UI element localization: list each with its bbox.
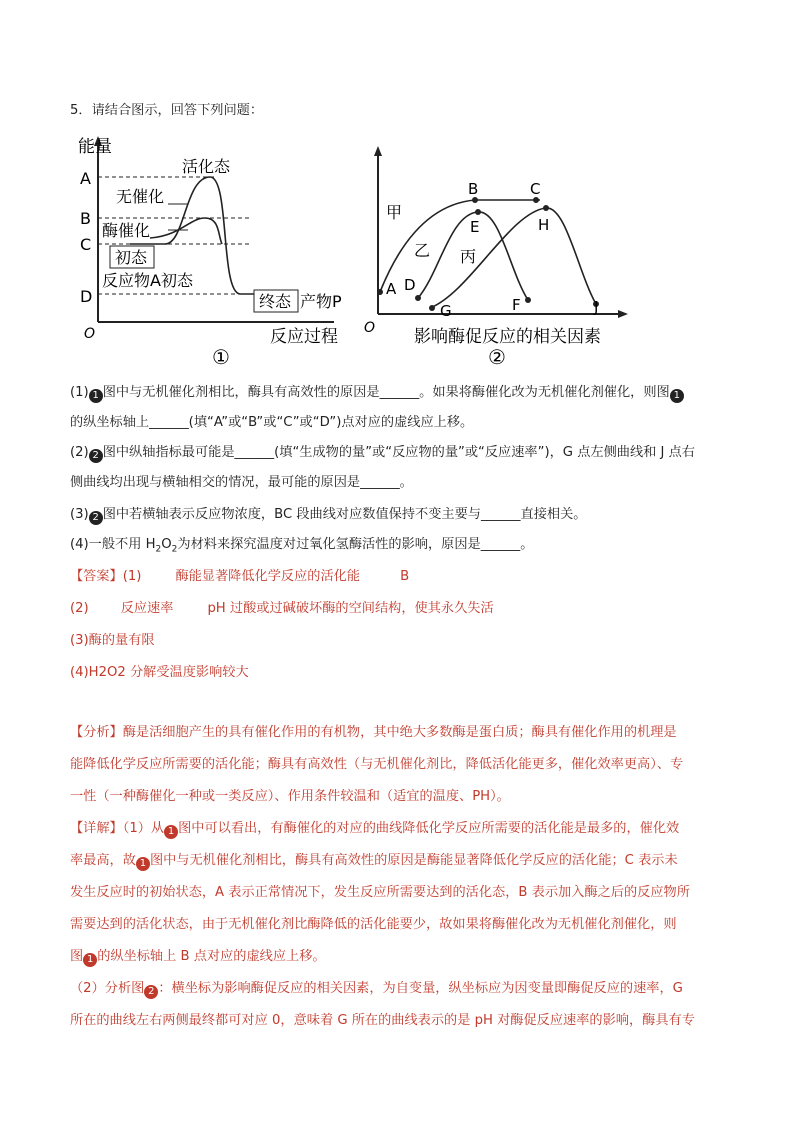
point-a: A (386, 280, 397, 298)
answer-line3: (3)酶的量有限 (70, 633, 155, 648)
detail-line7: 所在的曲线左右两侧最终都可对应 0，意味着 G 所在的曲线表示的是 pH 对酶促反应速率的影响，酶具有专 (70, 1013, 695, 1028)
point-h: H (538, 216, 550, 234)
label-enzyme: 酶催化 (102, 221, 151, 240)
fig1-caption: ① (212, 345, 230, 369)
figure-2-enzyme-curves (360, 132, 640, 372)
label-reactant: 反应物A初态 (102, 271, 193, 290)
point-d: D (404, 276, 416, 294)
point-e: E (470, 218, 480, 236)
curve-jia: 甲 (386, 203, 403, 222)
q1-line1: (1) 1 图中与无机催化剂相比，酶具有高效性的原因是______。如果将酶催化改为无机催化剂催化，则图 1 (70, 384, 684, 403)
label-activated: 活化态 (182, 157, 231, 176)
fig2-origin: O (364, 320, 376, 336)
detail-line3: 发生反应时的初始状态，A 表示正常情况下，发生反应所需要达到的活化态，B 表示加入酶之后的反应物所 (70, 885, 690, 900)
detail-line1: 【详解】（1）从 1 图中可以看出，有酶催化的对应的曲线降低化学反应所需要的活化能是最多的，催化效 (70, 821, 680, 837)
point-g: G (440, 302, 452, 320)
q2-line1: (2) 2 图中纵轴指标最可能是______(填“生成物的量”或“反应物的量”或“反应速率”)，G 点左侧曲线和 J 点右 (70, 445, 695, 461)
analysis-line2: 能降低化学反应所需要的活化能；酶具有高效性（与无机催化剂比，降低活化能更多，催化效率更高）、专 (70, 757, 684, 772)
figure-1-energy-diagram (70, 132, 360, 372)
analysis-line3: 一性（一种酶催化一种或一类反应）、作用条件较温和（适宜的温度、PH）。 (70, 789, 510, 804)
level-d: D (80, 287, 93, 306)
level-a: A (80, 169, 91, 188)
curve-bing: 丙 (460, 247, 477, 266)
label-initial-box: 初态 (115, 248, 148, 267)
q4-line: (4)一般不用 $H_2O_2$为材料来探究温度对过氧化氢酶活性的影响，原因是______。 (70, 537, 534, 555)
curve-yi: 乙 (414, 241, 431, 260)
fig2-x-label: 影响酶促反应的相关因素 (414, 327, 601, 347)
q2-line2: 侧曲线均出现与横轴相交的情况，最可能的原因是______。 (70, 475, 413, 490)
point-b: B (468, 180, 479, 198)
answer-line1: 【答案】(1) 酶能显著降低化学反应的活化能 B (70, 569, 410, 584)
level-c: C (80, 235, 92, 254)
point-f: F (512, 296, 521, 314)
fig1-origin: O (84, 326, 96, 342)
label-no-catalyst: 无催化 (116, 187, 165, 206)
detail-line2: 率最高，故 1 图中与无机催化剂相比，酶具有高效性的原因是酶能显著降低化学反应的活化能；C 表示未 (70, 853, 678, 869)
point-j: J (594, 298, 599, 316)
q3-line: (3) 2 图中若横轴表示反应物浓度，BC 段曲线对应数值保持不变主要与______直接相关。 (70, 507, 587, 523)
fig2-caption: ② (488, 345, 506, 369)
detail-line6: （2）分析图 2 ：横坐标为影响酶促反应的相关因素，为自变量，纵坐标应为因变量即酶促反应的速率，G (70, 981, 683, 997)
detail-line5: 图 1 的纵坐标轴上 B 点对应的虚线应上移。 (70, 949, 326, 965)
q1-line2: 的纵坐标轴上______(填“A”或“B”或“C”或“D”)点对应的虚线应上移。 (70, 415, 474, 430)
question-title: 5．请结合图示，回答下列问题： (70, 103, 264, 118)
level-b: B (80, 209, 91, 228)
answer-line2: (2) 反应速率 pH 过酸或过碱破坏酶的空间结构，使其永久失活 (70, 601, 494, 616)
fig1-x-label: 反应过程 (270, 327, 338, 347)
detail-line4: 需要达到的活化状态，由于无机催化剂比酶降低的活化能要少，故如果将酶催化改为无机催化剂催化，则 (70, 917, 677, 932)
answer-line4: (4)H2O2 分解受温度影响较大 (70, 665, 249, 680)
fig1-y-label: 能量 (78, 137, 112, 157)
point-c: C (530, 180, 541, 198)
label-final-box: 终态 (259, 292, 292, 311)
label-product: 产物P (300, 292, 342, 311)
analysis-line1: 【分析】酶是活细胞产生的具有催化作用的有机物，其中绝大多数酶是蛋白质；酶具有催化作用的机理是 (70, 725, 677, 740)
